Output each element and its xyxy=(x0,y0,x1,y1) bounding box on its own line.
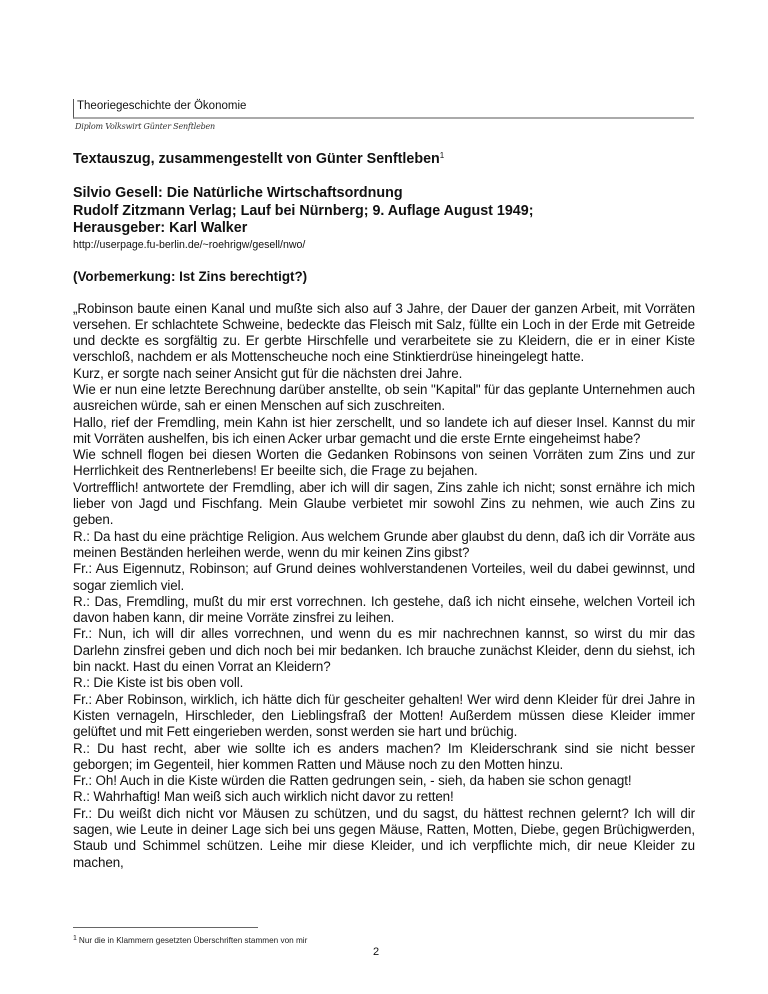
paragraph: R.: Das, Fremdling, mußt du mir erst vorrechnen. Ich gestehe, daß ich nicht einsehe, welchen Vorteil ich davon haben kann, dir meine Vorräte zinsfrei zu leihen. xyxy=(73,593,695,626)
header-author: Diplom Volkswirt Günter Senftleben xyxy=(75,122,216,131)
footnote-marker: 1 xyxy=(73,935,77,942)
document-title-text: Textauszug, zusammengestellt von Günter Senftleben xyxy=(73,151,440,167)
source-publisher: Rudolf Zitzmann Verlag; Lauf bei Nürnberg; 9. Auflage August 1949; xyxy=(73,202,534,219)
paragraph: Fr.: Aber Robinson, wirklich, ich hätte dich für gescheiter gehalten! Wer wird denn Kleider für drei Jahre in Kisten vernageln, Hirschleder, den Lieblingsfraß der Motten! Außerdem müssen diese Kleider immer gelüftet und mit Fett eingerieben werden, sonst werden sie hart und brüchig. xyxy=(73,691,695,740)
body-text xyxy=(73,301,695,871)
paragraph: Kurz, er sorgte nach seiner Ansicht gut für die nächsten drei Jahre. xyxy=(73,365,463,381)
paragraph: R.: Wahrhaftig! Man weiß sich auch wirklich nicht davor zu retten! xyxy=(73,789,454,805)
document-title xyxy=(73,147,695,168)
paragraph: Fr.: Nun, ich will dir alles vorrechnen, und wenn du es mir nachrechnen kannst, so wirst du mir das Darlehn zinsfrei geben und dich noch bei mir bedanken. Ich brauche zunächst Kleider, denn du siehst, ich bin nackt. Hast du einen Vorrat an Kleidern? xyxy=(73,626,695,675)
paragraph: „Robinson baute einen Kanal und mußte sich also auf 3 Jahre, der Dauer der ganzen Arbeit, mit Vorräten versehen. Er schlachtete Schweine, bedeckte das Fleisch mit Salz, füllte ein Loch in der Erde mit Getreide und deckte es sorgfältig zu. Er gerbte Hirschfelle und verarbeitete sie zu Kleidern, die er in einer Kiste verschloß, nachdem er als Mottenscheuche noch eine Stinktierdrüse hineingelegt hatte. xyxy=(73,300,695,365)
footnote xyxy=(73,935,307,945)
paragraph: R.: Die Kiste ist bis oben voll. xyxy=(73,675,244,691)
source-citation xyxy=(73,185,695,252)
paragraph: R.: Du hast recht, aber wie sollte ich es anders machen? Im Kleiderschrank sind sie nicht besser geborgen; im Gegenteil, hier kommen Ratten und Mäuse noch zu den Motten hinzu. xyxy=(73,740,695,772)
running-header xyxy=(73,99,694,119)
paragraph: Wie schnell flogen bei diesen Worten die Gedanken Robinsons von seinen Vorräten zum Zins und zur Herrlichkeit des Rentnerlebens! Er beeilte sich, die Frage zu bejahen. xyxy=(73,447,695,479)
document-content xyxy=(73,147,695,871)
footnote-text: Nur die in Klammern gesetzten Überschriften stammen von mir xyxy=(78,936,308,945)
source-editor: Herausgeber: Karl Walker xyxy=(73,220,248,236)
source-book-title: Silvio Gesell: Die Natürliche Wirtschaftsordnung xyxy=(73,185,403,201)
page-number: 2 xyxy=(373,946,380,958)
paragraph: Vortrefflich! antwortete der Fremdling, aber ich will dir sagen, Zins zahle ich nicht; sonst ernähre ich mich lieber von Jagd und Fischfang. Mein Glaube verbietet mir sowohl Zins zu nehmen, wie auch Zins zu geben. xyxy=(73,479,695,528)
footnote-separator xyxy=(73,927,258,928)
paragraph: Fr.: Aus Eigennutz, Robinson; auf Grund deines wohlverstandenen Vorteiles, weil du dabei gewinnst, und sogar ziemlich viel. xyxy=(73,561,695,593)
paragraph: Wie er nun eine letzte Berechnung darüber anstellte, ob sein "Kapital" für das geplante Unternehmen auch ausreichen würde, sah er einen Menschen auf sich zuschreiten. xyxy=(73,381,695,414)
footnote-reference[interactable]: 1 xyxy=(439,151,445,160)
paragraph: Fr.: Oh! Auch in die Kiste würden die Ratten gedrungen sein, - sieh, da haben sie schon genagt! xyxy=(73,773,632,789)
section-heading: (Vorbemerkung: Ist Zins berechtigt?) xyxy=(73,268,308,284)
header-title: Theoriegeschichte der Ökonomie xyxy=(77,100,247,112)
source-url-link[interactable]: http://userpage.fu-berlin.de/~roehrigw/gesell/nwo/ xyxy=(73,238,306,251)
paragraph: R.: Da hast du eine prächtige Religion. Aus welchem Grunde aber glaubst du denn, daß ich dir Vorräte aus meinen Beständen herleihen werde, wenn du mir keinen Zins gibst? xyxy=(73,528,695,560)
paragraph: Hallo, rief der Fremdling, mein Kahn ist hier zerschellt, und so landete ich auf dieser Insel. Kannst du mir mit Vorräten aushelfen, bis ich einen Acker urbar gemacht und die erste Ernte eingeheimst habe? xyxy=(73,414,695,446)
paragraph: Fr.: Du weißt dich nicht vor Mäusen zu schützen, und du sagst, du hättest rechnen gelernt? Ich will dir sagen, wie Leute in deiner Lage sich bei uns gegen Mäuse, Ratten, Motten, Diebe, gegen Brüchigwerden, Staub und Schimmel schützen. Leihe mir diese Kleider, und ich verpflichte mich, dir neue Kleider zu machen, xyxy=(73,805,695,870)
